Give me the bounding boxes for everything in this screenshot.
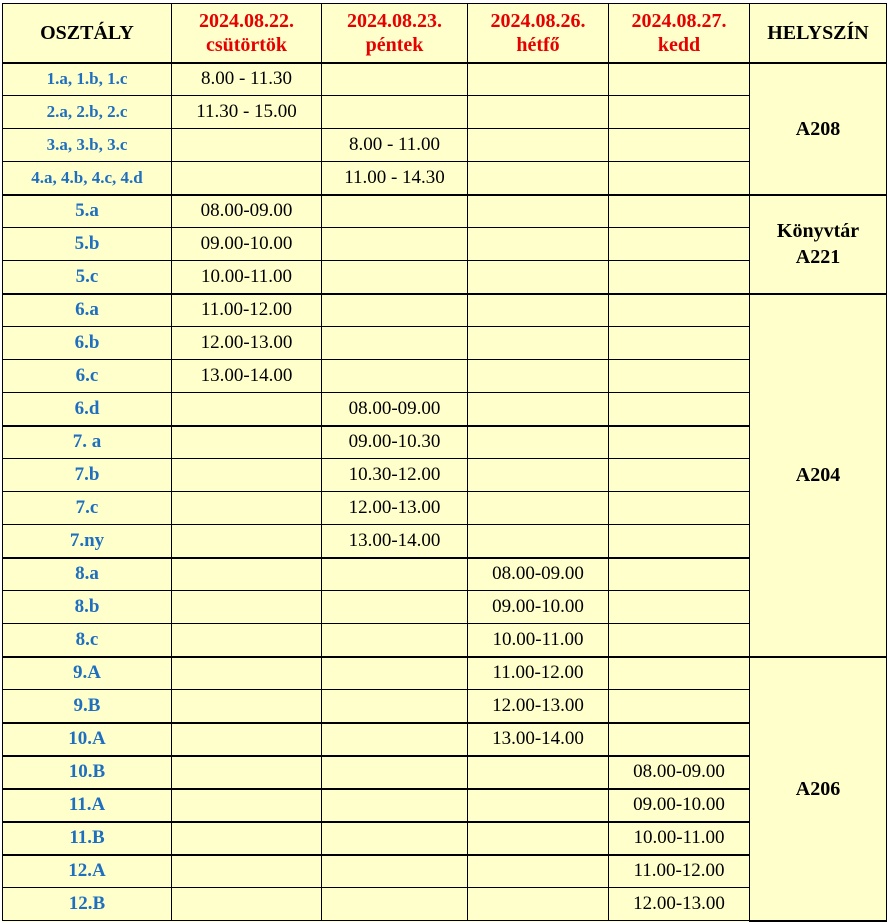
location-name: A206: [795, 777, 841, 800]
class-cell: 2.a, 2.b, 2.c: [3, 96, 172, 129]
time-slot-cell: [172, 723, 322, 756]
day-date: 2024.08.22.: [199, 9, 294, 32]
time-slot-cell: [172, 789, 322, 822]
class-cell: 10.B: [3, 756, 172, 789]
time-slot-cell: 08.00-09.00: [609, 756, 750, 789]
time-slot-cell: 11.00 - 14.30: [322, 162, 468, 195]
time-slot-cell: [609, 459, 750, 492]
time-slot-cell: [172, 591, 322, 624]
time-slot-cell: 08.00-09.00: [172, 195, 322, 228]
time-slot-cell: [468, 63, 609, 96]
time-slot-cell: [609, 657, 750, 690]
time-slot-cell: [609, 360, 750, 393]
time-slot-cell: [322, 888, 468, 921]
class-cell: 4.a, 4.b, 4.c, 4.d: [3, 162, 172, 195]
time-slot-cell: [172, 756, 322, 789]
schedule-table: [2, 3, 887, 922]
time-slot-cell: 08.00-09.00: [468, 558, 609, 591]
day-date: 2024.08.27.: [631, 9, 727, 32]
time-slot-cell: [609, 426, 750, 459]
class-cell: 6.d: [3, 393, 172, 426]
time-slot-cell: [609, 558, 750, 591]
day-header-2: [322, 4, 468, 63]
day-weekday: péntek: [365, 33, 424, 56]
time-slot-cell: [609, 96, 750, 129]
time-slot-cell: [609, 129, 750, 162]
location-cell: [750, 657, 887, 921]
time-slot-cell: [468, 426, 609, 459]
class-cell: 12.B: [3, 888, 172, 921]
class-cell: 6.c: [3, 360, 172, 393]
class-cell: 8.a: [3, 558, 172, 591]
time-slot-cell: [468, 162, 609, 195]
time-slot-cell: 10.00-11.00: [172, 261, 322, 294]
time-slot-cell: [322, 822, 468, 855]
class-cell: 5.c: [3, 261, 172, 294]
table-row: [3, 63, 887, 96]
time-slot-cell: [609, 525, 750, 558]
time-slot-cell: [322, 789, 468, 822]
time-slot-cell: 12.00-13.00: [468, 690, 609, 723]
time-slot-cell: [468, 756, 609, 789]
time-slot-cell: [468, 96, 609, 129]
time-slot-cell: [172, 822, 322, 855]
class-cell: 9.B: [3, 690, 172, 723]
location-name: A204: [795, 464, 841, 486]
class-cell: 7.ny: [3, 525, 172, 558]
time-slot-cell: 11.00-12.00: [609, 855, 750, 888]
class-column-header: OSZTÁLY: [3, 4, 172, 63]
time-slot-cell: [468, 261, 609, 294]
time-slot-cell: [609, 690, 750, 723]
class-cell: 9.A: [3, 657, 172, 690]
time-slot-cell: 09.00-10.00: [468, 591, 609, 624]
time-slot-cell: [172, 657, 322, 690]
table-row: [3, 294, 887, 327]
time-slot-cell: [172, 162, 322, 195]
time-slot-cell: [172, 888, 322, 921]
class-cell: 5.a: [3, 195, 172, 228]
time-slot-cell: 12.00-13.00: [322, 492, 468, 525]
time-slot-cell: [322, 723, 468, 756]
time-slot-cell: 13.00-14.00: [172, 360, 322, 393]
time-slot-cell: [172, 690, 322, 723]
time-slot-cell: [322, 360, 468, 393]
time-slot-cell: [468, 789, 609, 822]
time-slot-cell: [468, 360, 609, 393]
class-cell: 1.a, 1.b, 1.c: [3, 63, 172, 96]
day-weekday: hétfő: [516, 33, 560, 56]
time-slot-cell: [322, 558, 468, 591]
time-slot-cell: [468, 855, 609, 888]
location-cell: [750, 294, 887, 657]
day-weekday: kedd: [657, 33, 701, 56]
class-cell: 5.b: [3, 228, 172, 261]
time-slot-cell: [172, 525, 322, 558]
class-cell: 6.b: [3, 327, 172, 360]
time-slot-cell: [609, 327, 750, 360]
class-cell: 7.c: [3, 492, 172, 525]
time-slot-cell: [468, 393, 609, 426]
location-name: A208: [795, 117, 841, 140]
time-slot-cell: [609, 624, 750, 657]
time-slot-cell: 8.00 - 11.30: [172, 63, 322, 96]
time-slot-cell: [609, 228, 750, 261]
time-slot-cell: [172, 558, 322, 591]
time-slot-cell: 09.00-10.00: [609, 789, 750, 822]
class-cell: 8.c: [3, 624, 172, 657]
day-weekday: csütörtök: [205, 33, 288, 56]
time-slot-cell: 08.00-09.00: [322, 393, 468, 426]
time-slot-cell: 12.00-13.00: [172, 327, 322, 360]
time-slot-cell: [468, 294, 609, 327]
day-header-3: [468, 4, 609, 63]
table-row: [3, 657, 887, 690]
time-slot-cell: [322, 855, 468, 888]
time-slot-cell: 10.00-11.00: [468, 624, 609, 657]
location-cell: [750, 63, 887, 195]
time-slot-cell: [609, 261, 750, 294]
time-slot-cell: [322, 63, 468, 96]
day-date: 2024.08.26.: [490, 9, 586, 32]
class-cell: 12.A: [3, 855, 172, 888]
time-slot-cell: 11.00-12.00: [468, 657, 609, 690]
class-cell: 8.b: [3, 591, 172, 624]
time-slot-cell: [322, 228, 468, 261]
class-cell: 6.a: [3, 294, 172, 327]
time-slot-cell: [172, 855, 322, 888]
time-slot-cell: [468, 525, 609, 558]
time-slot-cell: 09.00-10.30: [322, 426, 468, 459]
time-slot-cell: [468, 888, 609, 921]
time-slot-cell: [609, 162, 750, 195]
time-slot-cell: [609, 723, 750, 756]
time-slot-cell: [172, 426, 322, 459]
location-name: Könyvtár: [776, 220, 860, 242]
time-slot-cell: 10.00-11.00: [609, 822, 750, 855]
location-room: A221: [795, 246, 841, 268]
location-column-header: HELYSZÍN: [750, 4, 887, 63]
table-row: [3, 195, 887, 228]
time-slot-cell: 13.00-14.00: [322, 525, 468, 558]
time-slot-cell: [468, 459, 609, 492]
header-row: [3, 4, 887, 63]
time-slot-cell: [172, 393, 322, 426]
time-slot-cell: [172, 459, 322, 492]
time-slot-cell: [468, 195, 609, 228]
time-slot-cell: [468, 129, 609, 162]
time-slot-cell: [322, 624, 468, 657]
time-slot-cell: [322, 96, 468, 129]
time-slot-cell: 12.00-13.00: [609, 888, 750, 921]
time-slot-cell: [322, 657, 468, 690]
time-slot-cell: [322, 294, 468, 327]
time-slot-cell: 10.30-12.00: [322, 459, 468, 492]
time-slot-cell: [322, 756, 468, 789]
class-cell: 11.A: [3, 789, 172, 822]
time-slot-cell: 8.00 - 11.00: [322, 129, 468, 162]
time-slot-cell: [468, 327, 609, 360]
class-cell: 7. a: [3, 426, 172, 459]
class-cell: 10.A: [3, 723, 172, 756]
time-slot-cell: [172, 129, 322, 162]
time-slot-cell: [172, 492, 322, 525]
day-header-4: [609, 4, 750, 63]
time-slot-cell: [322, 591, 468, 624]
time-slot-cell: [322, 261, 468, 294]
time-slot-cell: 09.00-10.00: [172, 228, 322, 261]
day-header-1: [172, 4, 322, 63]
day-date: 2024.08.23.: [347, 9, 442, 32]
time-slot-cell: 11.30 - 15.00: [172, 96, 322, 129]
time-slot-cell: [172, 624, 322, 657]
time-slot-cell: [609, 393, 750, 426]
class-cell: 7.b: [3, 459, 172, 492]
time-slot-cell: [468, 822, 609, 855]
time-slot-cell: [322, 327, 468, 360]
time-slot-cell: [468, 492, 609, 525]
location-cell: [750, 195, 887, 294]
class-cell: 3.a, 3.b, 3.c: [3, 129, 172, 162]
time-slot-cell: 13.00-14.00: [468, 723, 609, 756]
time-slot-cell: [468, 228, 609, 261]
time-slot-cell: [609, 294, 750, 327]
time-slot-cell: 11.00-12.00: [172, 294, 322, 327]
class-cell: 11.B: [3, 822, 172, 855]
time-slot-cell: [609, 591, 750, 624]
time-slot-cell: [609, 492, 750, 525]
time-slot-cell: [322, 690, 468, 723]
time-slot-cell: [322, 195, 468, 228]
time-slot-cell: [609, 63, 750, 96]
time-slot-cell: [609, 195, 750, 228]
